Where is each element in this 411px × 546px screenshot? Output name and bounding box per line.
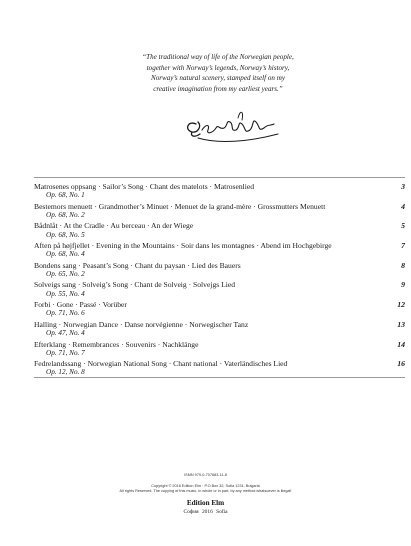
page-number: 14 <box>397 339 405 349</box>
city-english: Sofia <box>216 509 228 515</box>
piece-title: Bådnlåt · At the Cradle · Au berceau · An der Wiege <box>34 221 194 231</box>
piece-title: Matrosenes oppsang · Sailor’s Song · Chant des matelots · Matrosenlied <box>34 182 255 191</box>
table-of-contents <box>34 182 405 379</box>
opus-number: Op. 12, No. 8 <box>46 368 85 377</box>
opus-number: Op. 68, No. 1 <box>46 191 85 200</box>
opus-number: Op. 71, No. 6 <box>46 309 85 318</box>
toc-entry <box>34 300 405 320</box>
toc-entry <box>34 280 405 300</box>
toc-entry <box>34 182 405 202</box>
toc-entry <box>34 221 405 241</box>
copyright-line: Copyright © 2016 Edition Elm · P.O.Box 32, Sofia 1231, Bulgaria <box>151 484 260 488</box>
page-number: 9 <box>401 280 405 290</box>
piece-title: Fedrelandssang · Norwegian National Song · Chant national · Vaterländisches Lied <box>34 359 288 369</box>
piece-title: Forbi · Gone · Passé · Vorüber <box>34 300 127 310</box>
imprint-line <box>0 509 411 515</box>
piece-title: Halling · Norwegian Dance · Danse norvégienne · Norwegischer Tanz <box>34 319 249 329</box>
composer-signature <box>178 100 288 152</box>
city-bulgarian: София <box>183 509 199 515</box>
page-number: 16 <box>397 359 405 369</box>
toc-entry <box>34 241 405 261</box>
epigraph-quote <box>96 52 340 94</box>
copyright-line: All rights Reserved. The copying of this music, in whole or in part, by any method whatsoever is illegal! <box>119 489 292 494</box>
opus-number: Op. 68, No. 2 <box>46 210 85 219</box>
publisher-name: Edition Elm <box>186 499 225 507</box>
page-number: 4 <box>401 201 405 211</box>
page-number: 5 <box>401 221 405 231</box>
page-number: 3 <box>401 182 405 191</box>
opus-number: Op. 65, No. 2 <box>46 269 85 278</box>
piece-title: Aften på højfjellet · Evening in the Mountains · Soir dans les montagnes · Abend im Hochgebirge <box>34 241 332 251</box>
page-number: 8 <box>401 260 405 270</box>
bottom-divider <box>34 377 405 378</box>
top-divider <box>34 177 405 178</box>
ismn-number: ISMN 979-0-707683-11-8 <box>184 473 227 477</box>
toc-entry <box>34 261 405 281</box>
page-number: 12 <box>397 300 405 310</box>
piece-title: Bestemors menuett · Grandmother’s Minuet · Menuet de la grand-mère · Grossmutters Menuett <box>34 201 326 211</box>
quote-line: Norway’s natural scenery, stamped itself on my <box>150 74 286 83</box>
opus-number: Op. 68, No. 5 <box>46 230 85 239</box>
piece-title: Bondens sang · Peasant’s Song · Chant du paysan · Lied des Bauers <box>34 260 241 270</box>
opus-number: Op. 71, No. 7 <box>46 348 85 357</box>
copyright-notice <box>40 484 371 494</box>
opus-number: Op. 47, No. 4 <box>46 329 85 337</box>
opus-number: Op. 55, No. 4 <box>46 289 85 298</box>
opus-number: Op. 68, No. 4 <box>46 250 85 259</box>
quote-line: creative imagination from my earliest years.” <box>153 84 283 93</box>
quote-line: “The traditional way of life of the Norwegian people, <box>142 53 294 61</box>
page-number: 13 <box>397 319 405 329</box>
publication-year: 2016 <box>201 509 213 515</box>
toc-entry <box>34 359 405 379</box>
piece-title: Solveigs sang · Solveig’s Song · Chant de Solveig · Solvejgs Lied <box>34 280 236 290</box>
quote-line: together with Norway’s legends, Norway’s history, <box>146 63 290 72</box>
page-number: 7 <box>401 241 405 251</box>
toc-entry <box>34 340 405 360</box>
toc-entry <box>34 320 405 340</box>
toc-entry <box>34 202 405 222</box>
piece-title: Efterklang · Remembrances · Souvenirs · Nachklänge <box>34 339 199 349</box>
